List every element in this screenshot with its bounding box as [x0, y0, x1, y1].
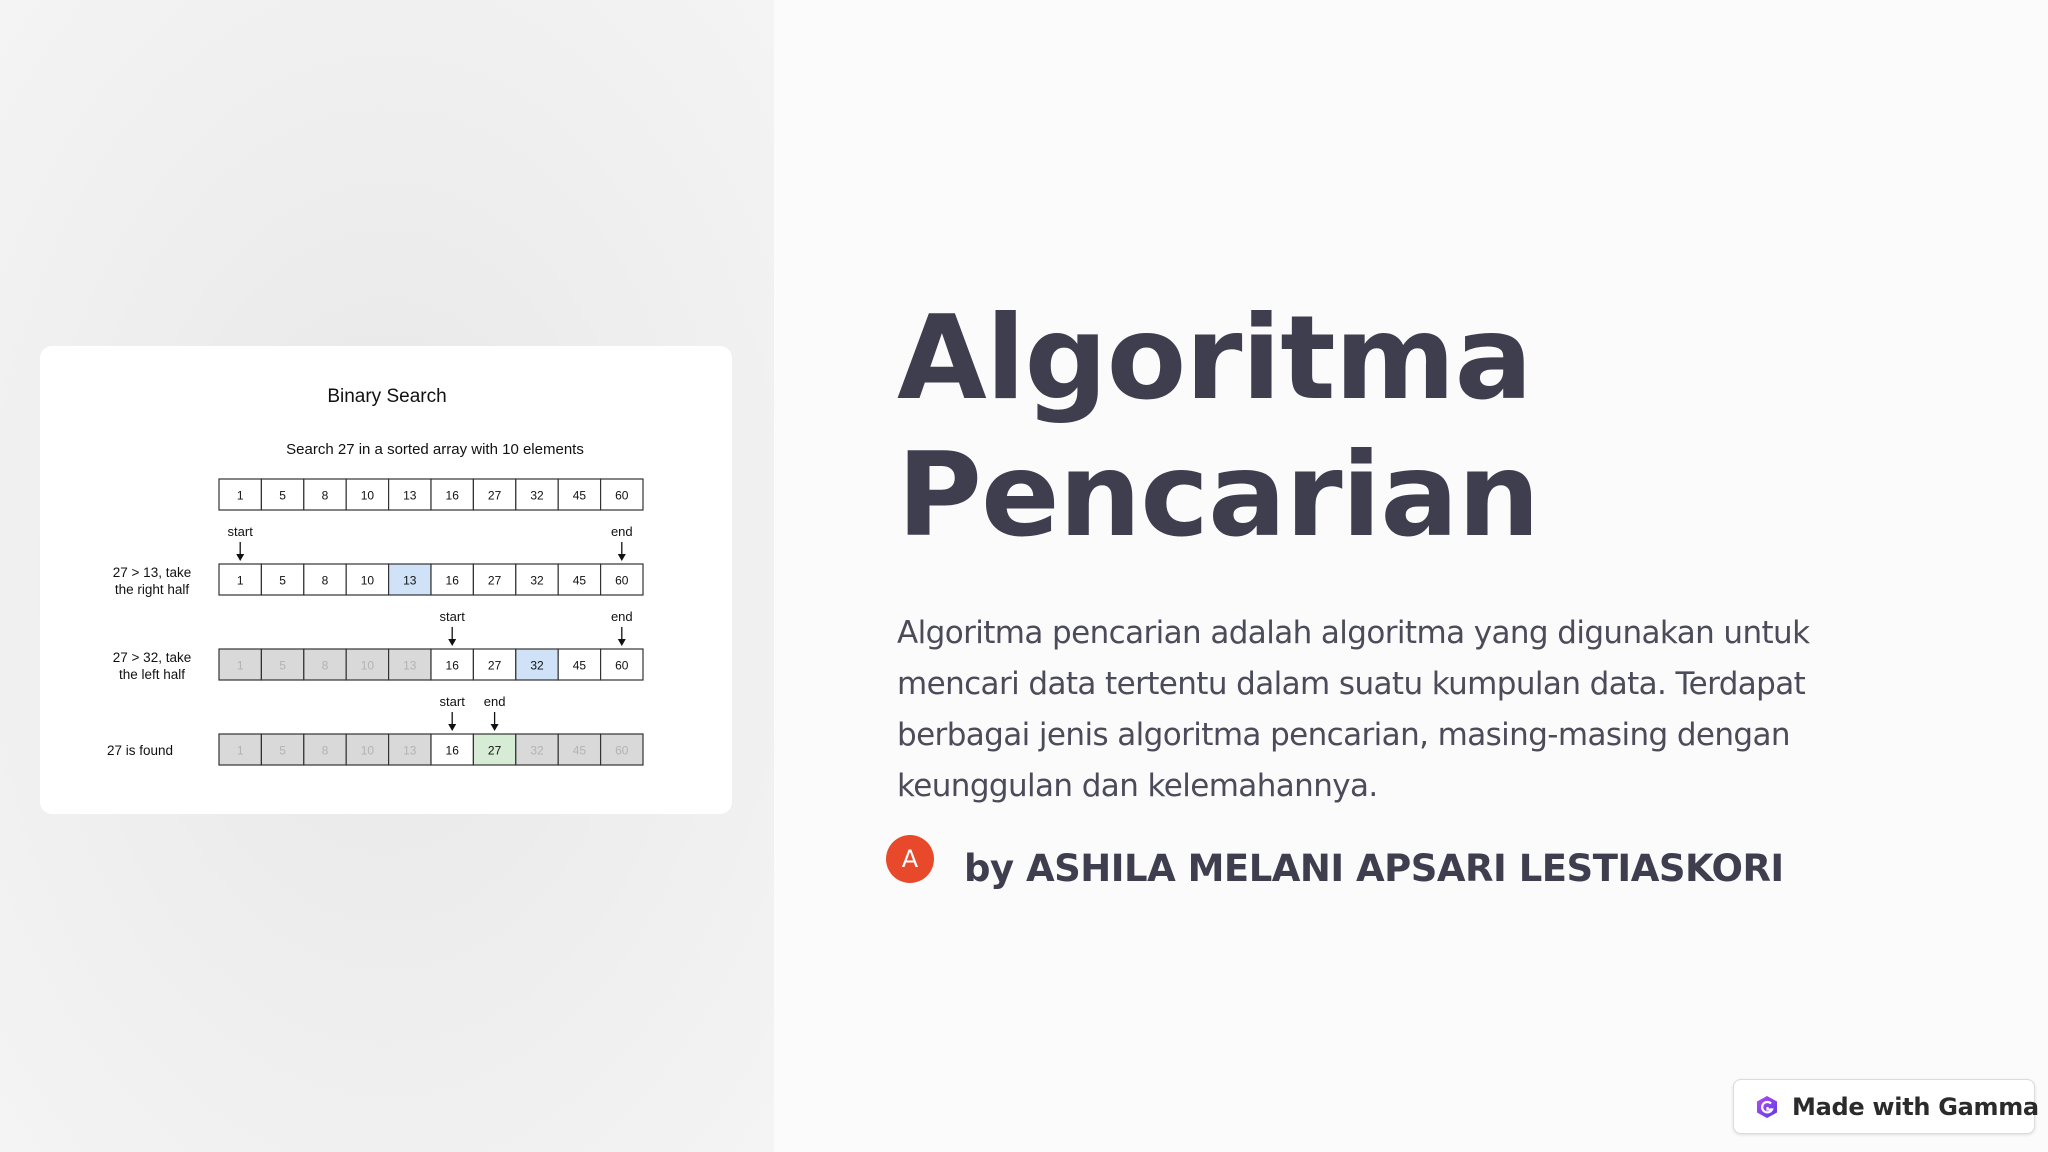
array-value-row-0-0: 1	[236, 488, 244, 503]
array-value-row-3-1: 5	[279, 743, 286, 758]
array-value-row-2-2: 8	[321, 658, 329, 673]
made-with-gamma-label: Made with Gamma	[1792, 1092, 2039, 1121]
array-value-row-0-1: 5	[279, 488, 286, 503]
start-pointer-row-1-label: start	[227, 524, 253, 539]
array-value-row-1-7: 32	[530, 573, 544, 588]
array-value-row-0-7: 32	[530, 488, 544, 503]
array-value-row-3-5: 16	[445, 743, 459, 758]
array-value-row-2-5: 16	[445, 658, 459, 673]
start-pointer-row-2-label: start	[439, 609, 465, 624]
row-1-label-line-0: 27 > 13, take	[112, 565, 192, 580]
author-byline: by ASHILA MELANI APSARI LESTIASKORI	[964, 847, 1784, 890]
end-pointer-row-1-arrow-head	[618, 554, 626, 561]
array-value-row-2-4: 13	[403, 658, 417, 673]
array-value-row-3-9: 60	[615, 743, 629, 758]
start-pointer-row-2-arrow-head	[448, 639, 456, 646]
row-1-label-line-1: the right half	[114, 582, 190, 597]
array-value-row-3-3: 10	[360, 743, 375, 758]
array-value-row-1-3: 10	[360, 573, 375, 588]
array-value-row-1-0: 1	[236, 573, 244, 588]
row-2-label-line-0: 27 > 32, take	[112, 650, 192, 665]
array-value-row-3-6: 27	[487, 743, 502, 758]
end-pointer-row-2-label: end	[610, 609, 633, 624]
array-value-row-0-6: 27	[487, 488, 502, 503]
array-value-row-1-4: 13	[403, 573, 417, 588]
author-avatar-letter: A	[901, 845, 919, 873]
array-value-row-0-9: 60	[615, 488, 629, 503]
end-pointer-row-3-label: end	[483, 694, 506, 709]
binary-search-diagram	[40, 346, 732, 814]
author-avatar	[886, 835, 934, 883]
slide-title	[897, 290, 1897, 564]
array-value-row-1-5: 16	[445, 573, 459, 588]
gamma-logo-icon	[1754, 1094, 1780, 1120]
binary-search-diagram-card	[40, 346, 732, 814]
array-value-row-2-9: 60	[615, 658, 629, 673]
slide-title-line-1: Algoritma	[897, 291, 1532, 426]
end-pointer-row-1-label: end	[610, 524, 633, 539]
array-value-row-3-2: 8	[321, 743, 329, 758]
array-value-row-0-8: 45	[572, 488, 587, 503]
array-value-row-1-8: 45	[572, 573, 587, 588]
made-with-gamma-badge[interactable]	[1733, 1079, 2039, 1134]
array-value-row-2-8: 45	[572, 658, 587, 673]
array-value-row-3-0: 1	[236, 743, 244, 758]
array-value-row-1-9: 60	[615, 573, 629, 588]
right-panel	[774, 0, 2048, 1152]
array-value-row-1-6: 27	[487, 573, 502, 588]
array-value-row-2-3: 10	[360, 658, 375, 673]
array-value-row-0-2: 8	[321, 488, 329, 503]
row-3-label-line-0: 27 is found	[106, 743, 174, 758]
array-value-row-0-3: 10	[360, 488, 375, 503]
array-value-row-3-8: 45	[572, 743, 587, 758]
array-value-row-3-4: 13	[403, 743, 417, 758]
start-pointer-row-3-arrow-head	[448, 724, 456, 731]
diagram-title: Binary Search	[327, 386, 447, 407]
array-value-row-3-7: 32	[530, 743, 544, 758]
left-panel	[0, 0, 774, 1152]
start-pointer-row-1-arrow-head	[236, 554, 244, 561]
diagram-subtitle: Search 27 in a sorted array with 10 elements	[286, 441, 584, 458]
end-pointer-row-2-arrow-head	[618, 639, 626, 646]
row-2-label-line-1: the left half	[118, 667, 186, 682]
slide-title-line-2: Pencarian	[897, 428, 1540, 563]
array-value-row-2-6: 27	[487, 658, 502, 673]
array-value-row-0-5: 16	[445, 488, 459, 503]
array-value-row-2-1: 5	[279, 658, 286, 673]
array-value-row-0-4: 13	[403, 488, 417, 503]
start-pointer-row-3-label: start	[439, 694, 465, 709]
end-pointer-row-3-arrow-head	[491, 724, 499, 731]
array-value-row-2-7: 32	[530, 658, 544, 673]
array-value-row-2-0: 1	[236, 658, 244, 673]
array-value-row-1-2: 8	[321, 573, 329, 588]
array-value-row-1-1: 5	[279, 573, 286, 588]
slide-description: Algoritma pencarian adalah algoritma yang digunakan untuk mencari data tertentu dalam suatu kumpulan data. Terdapat berbagai jenis algoritma pencarian, masing-masing dengan keunggulan dan kelemahannya.	[897, 615, 1810, 804]
